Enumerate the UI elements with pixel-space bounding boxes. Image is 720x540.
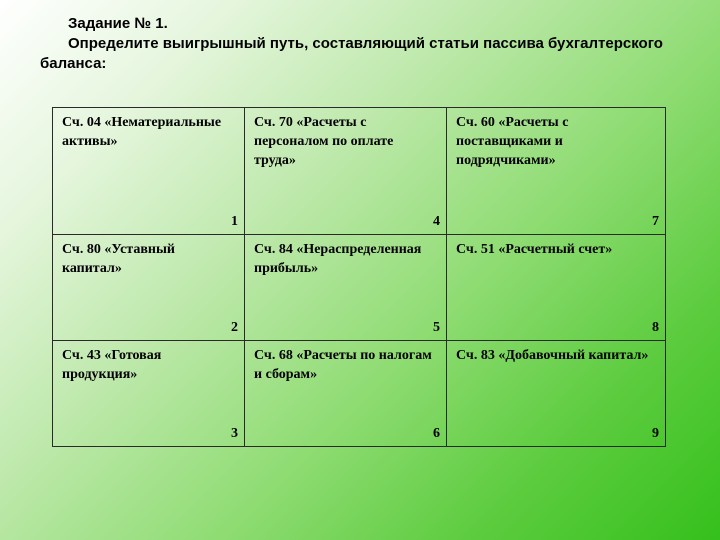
cell-text: Сч. 60 «Расчеты с поставщиками и подрядчиками» [456,115,569,168]
cell-number: 6 [433,426,440,441]
task-statement [40,14,710,74]
cell-number: 3 [231,426,238,441]
task-text: Определите выигрышный путь, составляющий статьи пассива бухгалтерского баланса: [40,35,663,72]
cell-text: Сч. 68 «Расчеты по налогам и сборам» [254,348,432,382]
grid-row [53,235,666,341]
cell-text: Сч. 83 «Добавочный капитал» [456,348,649,363]
grid-cell [245,108,447,235]
cell-text: Сч. 70 «Расчеты с персоналом по оплате труда» [254,115,394,168]
grid-cell [53,341,245,447]
grid-cell [245,341,447,447]
cell-text: Сч. 80 «Уставный капитал» [62,242,175,276]
cell-number: 1 [231,214,238,229]
cell-number: 4 [433,214,440,229]
cell-number: 2 [231,320,238,335]
cell-number: 9 [652,426,659,441]
grid-cell [447,108,666,235]
cell-number: 5 [433,320,440,335]
grid-cell [53,235,245,341]
grid-cell [447,235,666,341]
cell-number: 7 [652,214,659,229]
accounts-grid [52,107,666,447]
grid-cell [447,341,666,447]
cell-text: Сч. 43 «Готовая продукция» [62,348,162,382]
cell-number: 8 [652,320,659,335]
grid-row [53,108,666,235]
task-title: Задание № 1. [68,15,168,32]
cell-text: Сч. 84 «Нераспределенная прибыль» [254,242,422,276]
grid-row [53,341,666,447]
cell-text: Сч. 51 «Расчетный счет» [456,242,613,257]
grid-cell [245,235,447,341]
grid-cell [53,108,245,235]
cell-text: Сч. 04 «Нематериальные активы» [62,115,222,149]
